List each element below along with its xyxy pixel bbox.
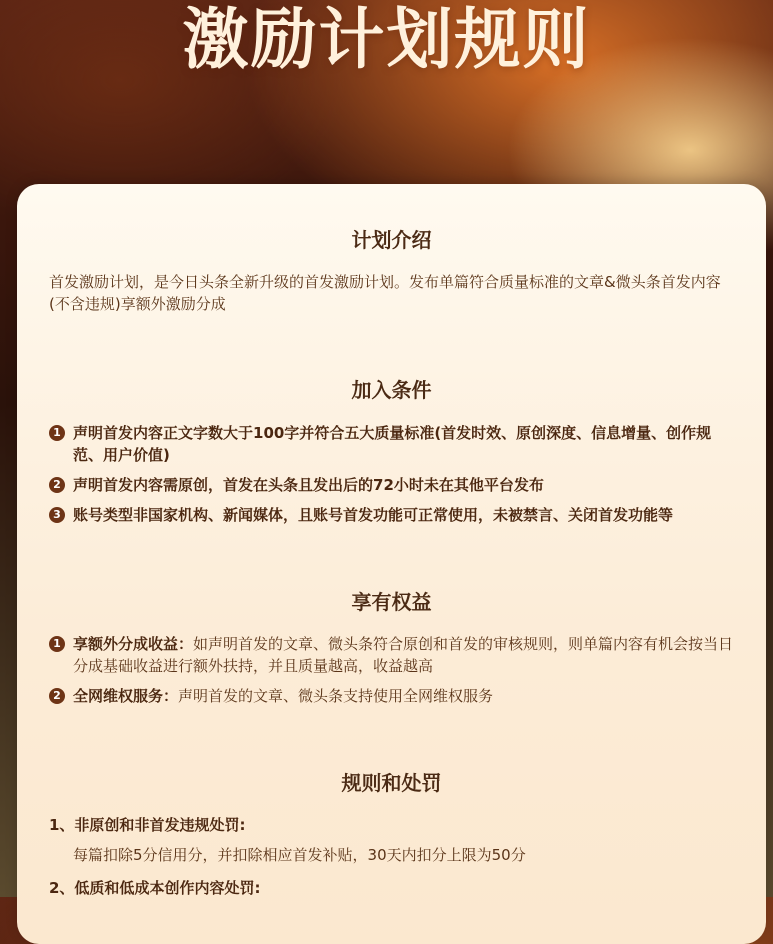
benefits-section-title: 享有权益	[351, 590, 432, 614]
benefit-item-1	[49, 633, 739, 677]
conditions-section-title: 加入条件	[351, 378, 432, 402]
number-badge-icon: 1	[49, 636, 65, 652]
benefit-key: 全网维权服务：	[73, 687, 179, 705]
rules-card	[17, 184, 766, 944]
condition-text: 声明首发内容正文字数大于100字并符合五大质量标准(首发时效、原创深度、信息增量、创作规范、用户价值)	[73, 424, 712, 464]
number-badge-icon: 2	[49, 688, 65, 704]
number-badge-icon: 3	[49, 507, 65, 523]
rule-body-1: 每篇扣除5分信用分，并扣除相应首发补贴，30天内扣分上限为50分	[73, 846, 526, 864]
intro-section-title: 计划介绍	[351, 228, 432, 252]
number-badge-icon: 1	[49, 425, 65, 441]
number-badge-icon: 2	[49, 477, 65, 493]
condition-text: 账号类型非国家机构、新闻媒体，且账号首发功能可正常使用，未被禁言、关闭首发功能等	[73, 506, 674, 524]
benefit-text: 如声明首发的文章、微头条符合原创和首发的审核规则，则单篇内容有机会按当日分成基础收益进行额外扶持，并且质量越高，收益越高	[73, 635, 734, 675]
benefit-text: 声明首发的文章、微头条支持使用全网维权服务	[178, 687, 494, 705]
condition-text: 声明首发内容需原创，首发在头条且发出后的72小时未在其他平台发布	[73, 476, 544, 494]
condition-item-3	[49, 504, 739, 526]
benefit-item-2	[49, 685, 739, 707]
rule-head-2: 2、低质和低成本创作内容处罚:	[49, 879, 261, 897]
page-title: 激励计划规则	[182, 0, 591, 78]
benefit-key: 享额外分成收益：	[73, 635, 194, 653]
rules-section-title: 规则和处罚	[341, 771, 442, 795]
intro-text: 首发激励计划，是今日头条全新升级的首发激励计划。发布单篇符合质量标准的文章&微头条首发内容(不含违规)享额外激励分成	[49, 273, 721, 313]
condition-item-2	[49, 474, 739, 496]
condition-item-1	[49, 422, 739, 466]
rule-head-1: 1、非原创和非首发违规处罚:	[49, 816, 246, 834]
